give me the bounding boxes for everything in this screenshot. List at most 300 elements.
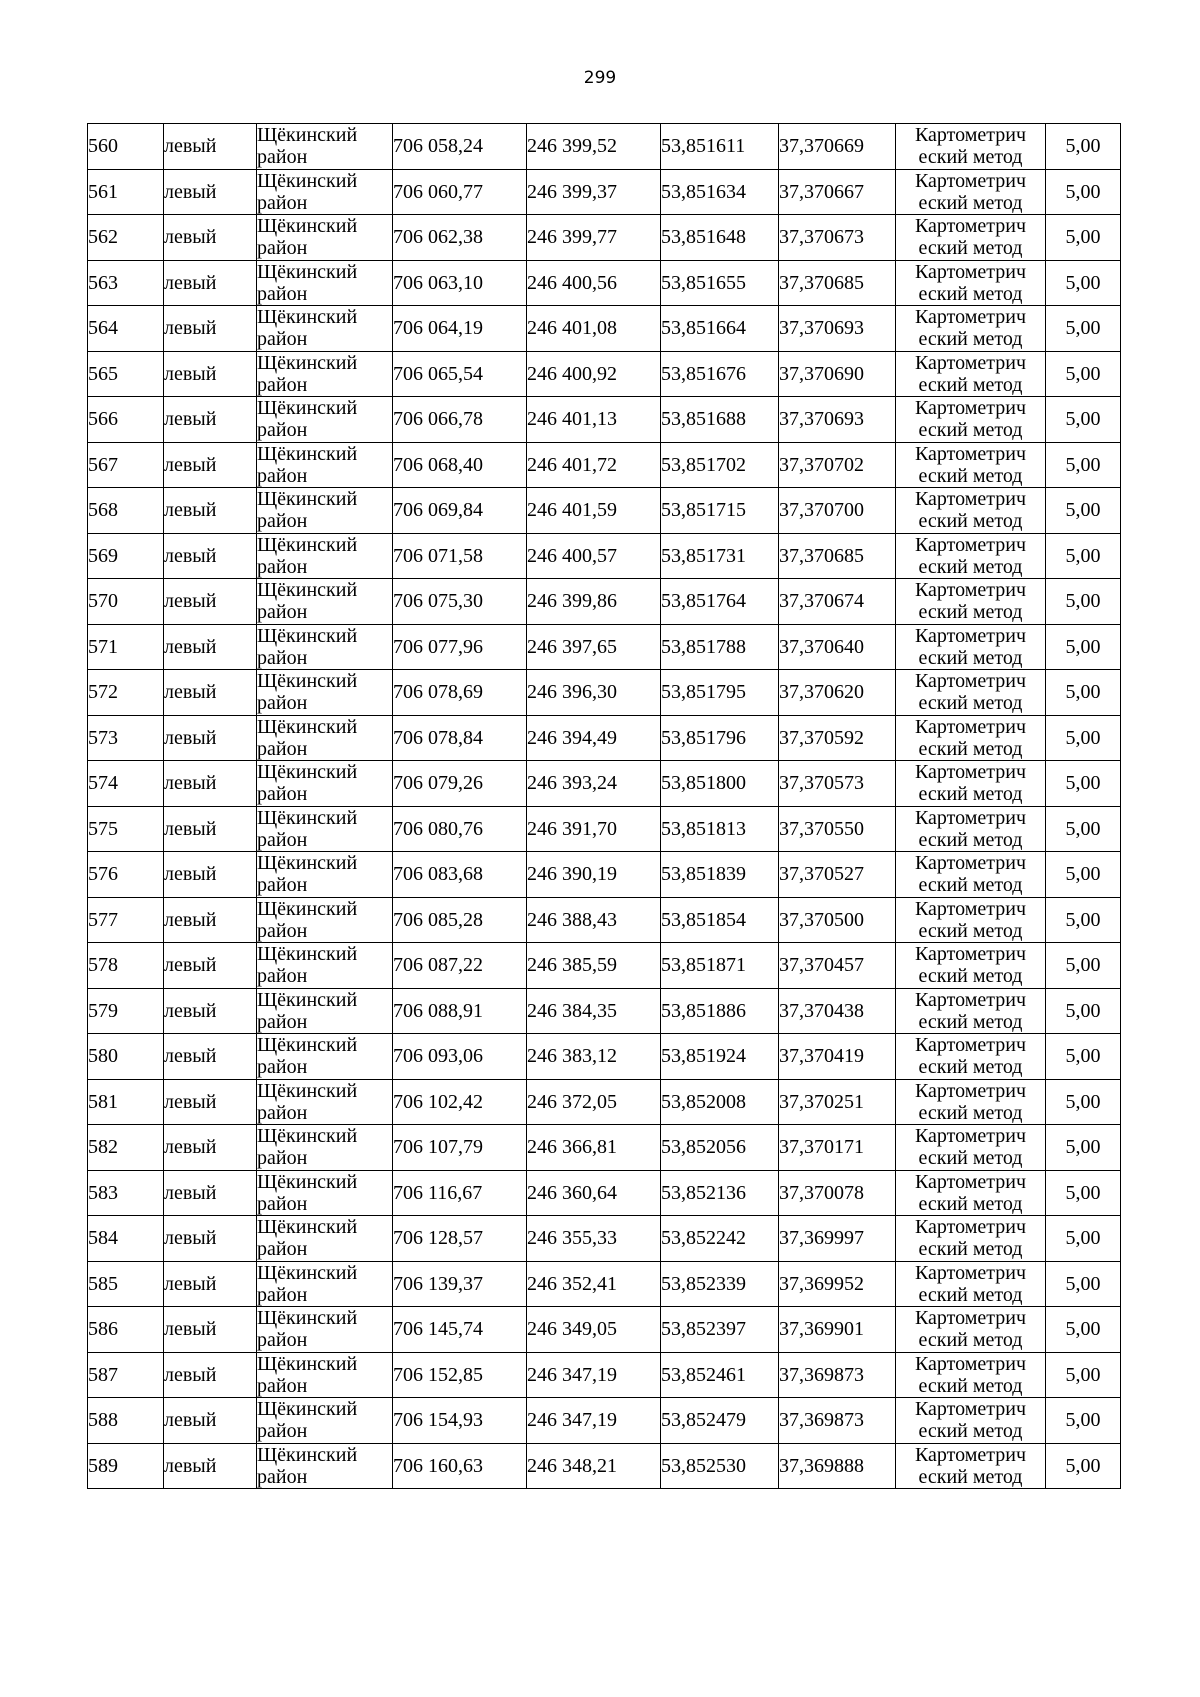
district-cell-line: Щёкинский <box>257 1352 358 1375</box>
bank-side-cell: левый <box>164 1443 257 1489</box>
accuracy-cell: 5,00 <box>1046 624 1121 670</box>
bank-side-cell: левый <box>164 169 257 215</box>
coord-y-cell: 246 347,19 <box>527 1352 661 1398</box>
point-number-cell: 581 <box>88 1079 164 1125</box>
method-cell-line: еский метод <box>918 1420 1023 1443</box>
accuracy-cell: 5,00 <box>1046 715 1121 761</box>
latitude-cell: 53,851702 <box>661 442 779 488</box>
district-cell-line: район <box>257 1056 308 1079</box>
method-cell <box>896 169 1046 215</box>
table-row <box>88 1261 1121 1307</box>
point-number-cell: 566 <box>88 397 164 443</box>
accuracy-cell: 5,00 <box>1046 806 1121 852</box>
point-number-cell: 578 <box>88 943 164 989</box>
district-cell-line: Щёкинский <box>257 1125 358 1148</box>
point-number-cell: 572 <box>88 670 164 716</box>
method-cell-line: Картометрич <box>914 169 1027 192</box>
district-cell <box>257 1034 393 1080</box>
coord-x-cell: 706 088,91 <box>393 988 527 1034</box>
longitude-cell: 37,370078 <box>779 1170 896 1216</box>
district-cell-line: район <box>257 1329 308 1352</box>
coord-y-cell: 246 401,08 <box>527 306 661 352</box>
district-cell <box>257 351 393 397</box>
method-cell-line: еский метод <box>918 464 1023 487</box>
method-cell-line: еский метод <box>918 146 1023 169</box>
accuracy-cell: 5,00 <box>1046 1261 1121 1307</box>
method-cell-line: Картометрич <box>914 533 1027 556</box>
coord-x-cell: 706 107,79 <box>393 1125 527 1171</box>
district-cell-line: Щёкинский <box>257 852 358 875</box>
latitude-cell: 53,852339 <box>661 1261 779 1307</box>
latitude-cell: 53,851731 <box>661 533 779 579</box>
method-cell <box>896 761 1046 807</box>
point-number-cell: 582 <box>88 1125 164 1171</box>
district-cell-line: район <box>257 237 308 260</box>
method-cell <box>896 579 1046 625</box>
bank-side-cell: левый <box>164 1352 257 1398</box>
coord-x-cell: 706 154,93 <box>393 1398 527 1444</box>
latitude-cell: 53,852397 <box>661 1307 779 1353</box>
district-cell <box>257 624 393 670</box>
accuracy-cell: 5,00 <box>1046 124 1121 170</box>
method-cell-line: еский метод <box>918 1010 1023 1033</box>
coord-y-cell: 246 352,41 <box>527 1261 661 1307</box>
district-cell-line: Щёкинский <box>257 579 358 602</box>
district-cell-line: Щёкинский <box>257 1307 358 1330</box>
district-cell-line: Щёкинский <box>257 215 358 238</box>
coord-x-cell: 706 078,69 <box>393 670 527 716</box>
district-cell-line: Щёкинский <box>257 169 358 192</box>
accuracy-cell: 5,00 <box>1046 1079 1121 1125</box>
method-cell-line: еский метод <box>918 1374 1023 1397</box>
district-cell-line: район <box>257 1147 308 1170</box>
bank-side-cell: левый <box>164 124 257 170</box>
district-cell-line: Щёкинский <box>257 397 358 420</box>
bank-side-cell: левый <box>164 624 257 670</box>
method-cell-line: Картометрич <box>914 1261 1027 1284</box>
table-row <box>88 306 1121 352</box>
point-number-cell: 571 <box>88 624 164 670</box>
longitude-cell: 37,369952 <box>779 1261 896 1307</box>
method-cell <box>896 1034 1046 1080</box>
coord-y-cell: 246 391,70 <box>527 806 661 852</box>
point-number-cell: 584 <box>88 1216 164 1262</box>
method-cell-line: Картометрич <box>914 351 1027 374</box>
table-row <box>88 806 1121 852</box>
table-row <box>88 1443 1121 1489</box>
accuracy-cell: 5,00 <box>1046 1216 1121 1262</box>
point-number-cell: 562 <box>88 215 164 261</box>
district-cell-line: район <box>257 510 308 533</box>
district-cell-line: Щёкинский <box>257 1216 358 1239</box>
table-row <box>88 943 1121 989</box>
bank-side-cell: левый <box>164 1034 257 1080</box>
bank-side-cell: левый <box>164 442 257 488</box>
district-cell <box>257 852 393 898</box>
accuracy-cell: 5,00 <box>1046 943 1121 989</box>
latitude-cell: 53,851655 <box>661 260 779 306</box>
coord-y-cell: 246 360,64 <box>527 1170 661 1216</box>
coord-x-cell: 706 093,06 <box>393 1034 527 1080</box>
coord-y-cell: 246 400,57 <box>527 533 661 579</box>
district-cell-line: Щёкинский <box>257 1170 358 1193</box>
accuracy-cell: 5,00 <box>1046 1125 1121 1171</box>
method-cell-line: Картометрич <box>914 852 1027 875</box>
method-cell-line: еский метод <box>918 1101 1023 1124</box>
district-cell <box>257 1307 393 1353</box>
table-row <box>88 988 1121 1034</box>
method-cell-line: еский метод <box>918 646 1023 669</box>
district-cell-line: район <box>257 965 308 988</box>
bank-side-cell: левый <box>164 988 257 1034</box>
method-cell-line: еский метод <box>918 919 1023 942</box>
method-cell <box>896 1352 1046 1398</box>
longitude-cell: 37,370667 <box>779 169 896 215</box>
district-cell-line: район <box>257 555 308 578</box>
method-cell <box>896 488 1046 534</box>
longitude-cell: 37,370171 <box>779 1125 896 1171</box>
point-number-cell: 563 <box>88 260 164 306</box>
method-cell-line: еский метод <box>918 191 1023 214</box>
coord-x-cell: 706 068,40 <box>393 442 527 488</box>
coord-x-cell: 706 128,57 <box>393 1216 527 1262</box>
longitude-cell: 37,370500 <box>779 897 896 943</box>
district-cell <box>257 169 393 215</box>
method-cell-line: Картометрич <box>914 397 1027 420</box>
bank-side-cell: левый <box>164 215 257 261</box>
point-number-cell: 574 <box>88 761 164 807</box>
method-cell <box>896 943 1046 989</box>
point-number-cell: 568 <box>88 488 164 534</box>
coord-y-cell: 246 383,12 <box>527 1034 661 1080</box>
bank-side-cell: левый <box>164 761 257 807</box>
accuracy-cell: 5,00 <box>1046 351 1121 397</box>
district-cell-line: район <box>257 1420 308 1443</box>
latitude-cell: 53,851886 <box>661 988 779 1034</box>
method-cell <box>896 215 1046 261</box>
latitude-cell: 53,851795 <box>661 670 779 716</box>
district-cell <box>257 670 393 716</box>
bank-side-cell: левый <box>164 1079 257 1125</box>
district-cell-line: Щёкинский <box>257 988 358 1011</box>
method-cell-line: еский метод <box>918 828 1023 851</box>
coord-y-cell: 246 397,65 <box>527 624 661 670</box>
latitude-cell: 53,851664 <box>661 306 779 352</box>
point-number-cell: 585 <box>88 1261 164 1307</box>
accuracy-cell: 5,00 <box>1046 1398 1121 1444</box>
table-row <box>88 670 1121 716</box>
district-cell-line: район <box>257 419 308 442</box>
method-cell-line: еский метод <box>918 1056 1023 1079</box>
district-cell-line: район <box>257 646 308 669</box>
method-cell-line: еский метод <box>918 419 1023 442</box>
coord-x-cell: 706 062,38 <box>393 215 527 261</box>
district-cell-line: Щёкинский <box>257 1034 358 1057</box>
point-number-cell: 561 <box>88 169 164 215</box>
coord-x-cell: 706 083,68 <box>393 852 527 898</box>
method-cell <box>896 1261 1046 1307</box>
bank-side-cell: левый <box>164 260 257 306</box>
method-cell-line: Картометрич <box>914 670 1027 693</box>
coord-x-cell: 706 145,74 <box>393 1307 527 1353</box>
accuracy-cell: 5,00 <box>1046 670 1121 716</box>
page-number: 299 <box>583 68 617 88</box>
latitude-cell: 53,851796 <box>661 715 779 761</box>
point-number-cell: 567 <box>88 442 164 488</box>
table-row <box>88 215 1121 261</box>
district-cell-line: район <box>257 1101 308 1124</box>
district-cell <box>257 1398 393 1444</box>
latitude-cell: 53,851634 <box>661 169 779 215</box>
coord-y-cell: 246 400,92 <box>527 351 661 397</box>
point-number-cell: 576 <box>88 852 164 898</box>
method-cell <box>896 1307 1046 1353</box>
coord-y-cell: 246 348,21 <box>527 1443 661 1489</box>
district-cell-line: Щёкинский <box>257 442 358 465</box>
method-cell-line: еский метод <box>918 1147 1023 1170</box>
method-cell-line: еский метод <box>918 1192 1023 1215</box>
bank-side-cell: левый <box>164 397 257 443</box>
bank-side-cell: левый <box>164 1216 257 1262</box>
point-number-cell: 564 <box>88 306 164 352</box>
point-number-cell: 569 <box>88 533 164 579</box>
method-cell <box>896 806 1046 852</box>
district-cell-line: район <box>257 828 308 851</box>
point-number-cell: 588 <box>88 1398 164 1444</box>
district-cell-line: Щёкинский <box>257 124 358 147</box>
district-cell-line: Щёкинский <box>257 533 358 556</box>
latitude-cell: 53,851788 <box>661 624 779 670</box>
accuracy-cell: 5,00 <box>1046 897 1121 943</box>
longitude-cell: 37,370527 <box>779 852 896 898</box>
accuracy-cell: 5,00 <box>1046 1307 1121 1353</box>
coord-y-cell: 246 396,30 <box>527 670 661 716</box>
coord-x-cell: 706 060,77 <box>393 169 527 215</box>
table-row <box>88 397 1121 443</box>
latitude-cell: 53,851611 <box>661 124 779 170</box>
method-cell-line: еский метод <box>918 874 1023 897</box>
longitude-cell: 37,369888 <box>779 1443 896 1489</box>
latitude-cell: 53,851839 <box>661 852 779 898</box>
longitude-cell: 37,370419 <box>779 1034 896 1080</box>
method-cell <box>896 397 1046 443</box>
district-cell-line: район <box>257 1374 308 1397</box>
coord-y-cell: 246 399,52 <box>527 124 661 170</box>
bank-side-cell: левый <box>164 1125 257 1171</box>
district-cell <box>257 897 393 943</box>
coord-y-cell: 246 347,19 <box>527 1398 661 1444</box>
district-cell-line: Щёкинский <box>257 306 358 329</box>
latitude-cell: 53,851688 <box>661 397 779 443</box>
accuracy-cell: 5,00 <box>1046 1443 1121 1489</box>
table-row <box>88 351 1121 397</box>
longitude-cell: 37,370693 <box>779 306 896 352</box>
table-row <box>88 260 1121 306</box>
district-cell <box>257 124 393 170</box>
table-row <box>88 533 1121 579</box>
district-cell <box>257 306 393 352</box>
coord-y-cell: 246 384,35 <box>527 988 661 1034</box>
bank-side-cell: левый <box>164 306 257 352</box>
method-cell-line: еский метод <box>918 783 1023 806</box>
longitude-cell: 37,370251 <box>779 1079 896 1125</box>
coord-y-cell: 246 390,19 <box>527 852 661 898</box>
method-cell-line: Картометрич <box>914 1125 1027 1148</box>
accuracy-cell: 5,00 <box>1046 988 1121 1034</box>
district-cell-line: район <box>257 692 308 715</box>
longitude-cell: 37,370592 <box>779 715 896 761</box>
method-cell-line: еский метод <box>918 965 1023 988</box>
method-cell-line: Картометрич <box>914 1079 1027 1102</box>
coord-y-cell: 246 393,24 <box>527 761 661 807</box>
accuracy-cell: 5,00 <box>1046 169 1121 215</box>
longitude-cell: 37,370673 <box>779 215 896 261</box>
longitude-cell: 37,369901 <box>779 1307 896 1353</box>
coord-y-cell: 246 388,43 <box>527 897 661 943</box>
longitude-cell: 37,370669 <box>779 124 896 170</box>
point-number-cell: 583 <box>88 1170 164 1216</box>
table-row <box>88 1170 1121 1216</box>
coord-y-cell: 246 385,59 <box>527 943 661 989</box>
district-cell-line: район <box>257 1465 308 1488</box>
longitude-cell: 37,370702 <box>779 442 896 488</box>
district-cell <box>257 715 393 761</box>
latitude-cell: 53,851648 <box>661 215 779 261</box>
table-row <box>88 1352 1121 1398</box>
method-cell-line: Картометрич <box>914 1352 1027 1375</box>
coord-y-cell: 246 355,33 <box>527 1216 661 1262</box>
coord-x-cell: 706 075,30 <box>393 579 527 625</box>
method-cell-line: Картометрич <box>914 1170 1027 1193</box>
district-cell <box>257 1079 393 1125</box>
coord-x-cell: 706 063,10 <box>393 260 527 306</box>
accuracy-cell: 5,00 <box>1046 306 1121 352</box>
bank-side-cell: левый <box>164 1170 257 1216</box>
latitude-cell: 53,851813 <box>661 806 779 852</box>
accuracy-cell: 5,00 <box>1046 761 1121 807</box>
bank-side-cell: левый <box>164 488 257 534</box>
point-number-cell: 575 <box>88 806 164 852</box>
point-number-cell: 579 <box>88 988 164 1034</box>
bank-side-cell: левый <box>164 670 257 716</box>
method-cell-line: еский метод <box>918 510 1023 533</box>
coord-x-cell: 706 116,67 <box>393 1170 527 1216</box>
district-cell-line: Щёкинский <box>257 1443 358 1466</box>
latitude-cell: 53,852136 <box>661 1170 779 1216</box>
bank-side-cell: левый <box>164 533 257 579</box>
longitude-cell: 37,369997 <box>779 1216 896 1262</box>
coord-x-cell: 706 139,37 <box>393 1261 527 1307</box>
method-cell-line: Картометрич <box>914 442 1027 465</box>
method-cell-line: Картометрич <box>914 1443 1027 1466</box>
method-cell-line: еский метод <box>918 555 1023 578</box>
coord-y-cell: 246 399,86 <box>527 579 661 625</box>
district-cell <box>257 1352 393 1398</box>
table-row <box>88 488 1121 534</box>
accuracy-cell: 5,00 <box>1046 579 1121 625</box>
method-cell <box>896 670 1046 716</box>
latitude-cell: 53,851715 <box>661 488 779 534</box>
district-cell-line: район <box>257 1283 308 1306</box>
method-cell-line: Картометрич <box>914 1398 1027 1421</box>
longitude-cell: 37,370700 <box>779 488 896 534</box>
latitude-cell: 53,851800 <box>661 761 779 807</box>
method-cell-line: еский метод <box>918 328 1023 351</box>
district-cell <box>257 533 393 579</box>
table-row <box>88 852 1121 898</box>
coordinates-table <box>87 123 1121 1489</box>
method-cell-line: Картометрич <box>914 988 1027 1011</box>
method-cell-line: Картометрич <box>914 215 1027 238</box>
table-row <box>88 442 1121 488</box>
latitude-cell: 53,852242 <box>661 1216 779 1262</box>
bank-side-cell: левый <box>164 1261 257 1307</box>
district-cell-line: район <box>257 874 308 897</box>
coord-x-cell: 706 152,85 <box>393 1352 527 1398</box>
district-cell <box>257 215 393 261</box>
district-cell-line: район <box>257 1010 308 1033</box>
bank-side-cell: левый <box>164 351 257 397</box>
longitude-cell: 37,370685 <box>779 260 896 306</box>
district-cell-line: район <box>257 464 308 487</box>
method-cell-line: Картометрич <box>914 1307 1027 1330</box>
district-cell-line: район <box>257 601 308 624</box>
bank-side-cell: левый <box>164 1398 257 1444</box>
method-cell <box>896 442 1046 488</box>
method-cell-line: Картометрич <box>914 488 1027 511</box>
coord-x-cell: 706 160,63 <box>393 1443 527 1489</box>
district-cell-line: район <box>257 1192 308 1215</box>
accuracy-cell: 5,00 <box>1046 533 1121 579</box>
coord-y-cell: 246 349,05 <box>527 1307 661 1353</box>
method-cell-line: еский метод <box>918 373 1023 396</box>
method-cell <box>896 715 1046 761</box>
district-cell-line: Щёкинский <box>257 351 358 374</box>
bank-side-cell: левый <box>164 852 257 898</box>
district-cell <box>257 488 393 534</box>
method-cell-line: еский метод <box>918 692 1023 715</box>
point-number-cell: 589 <box>88 1443 164 1489</box>
longitude-cell: 37,370640 <box>779 624 896 670</box>
district-cell-line: Щёкинский <box>257 1398 358 1421</box>
coord-y-cell: 246 400,56 <box>527 260 661 306</box>
point-number-cell: 587 <box>88 1352 164 1398</box>
method-cell-line: еский метод <box>918 1465 1023 1488</box>
table-body <box>88 124 1121 1489</box>
district-cell <box>257 1261 393 1307</box>
method-cell-line: Картометрич <box>914 1216 1027 1239</box>
method-cell-line: Картометрич <box>914 260 1027 283</box>
coord-x-cell: 706 065,54 <box>393 351 527 397</box>
district-cell-line: Щёкинский <box>257 897 358 920</box>
longitude-cell: 37,370674 <box>779 579 896 625</box>
method-cell <box>896 1170 1046 1216</box>
method-cell <box>896 1398 1046 1444</box>
method-cell-line: еский метод <box>918 1283 1023 1306</box>
method-cell <box>896 1443 1046 1489</box>
district-cell <box>257 1216 393 1262</box>
longitude-cell: 37,370573 <box>779 761 896 807</box>
method-cell <box>896 1079 1046 1125</box>
method-cell <box>896 1216 1046 1262</box>
district-cell <box>257 943 393 989</box>
method-cell-line: еский метод <box>918 601 1023 624</box>
latitude-cell: 53,851676 <box>661 351 779 397</box>
district-cell <box>257 442 393 488</box>
coord-x-cell: 706 102,42 <box>393 1079 527 1125</box>
table-row <box>88 1216 1121 1262</box>
point-number-cell: 577 <box>88 897 164 943</box>
